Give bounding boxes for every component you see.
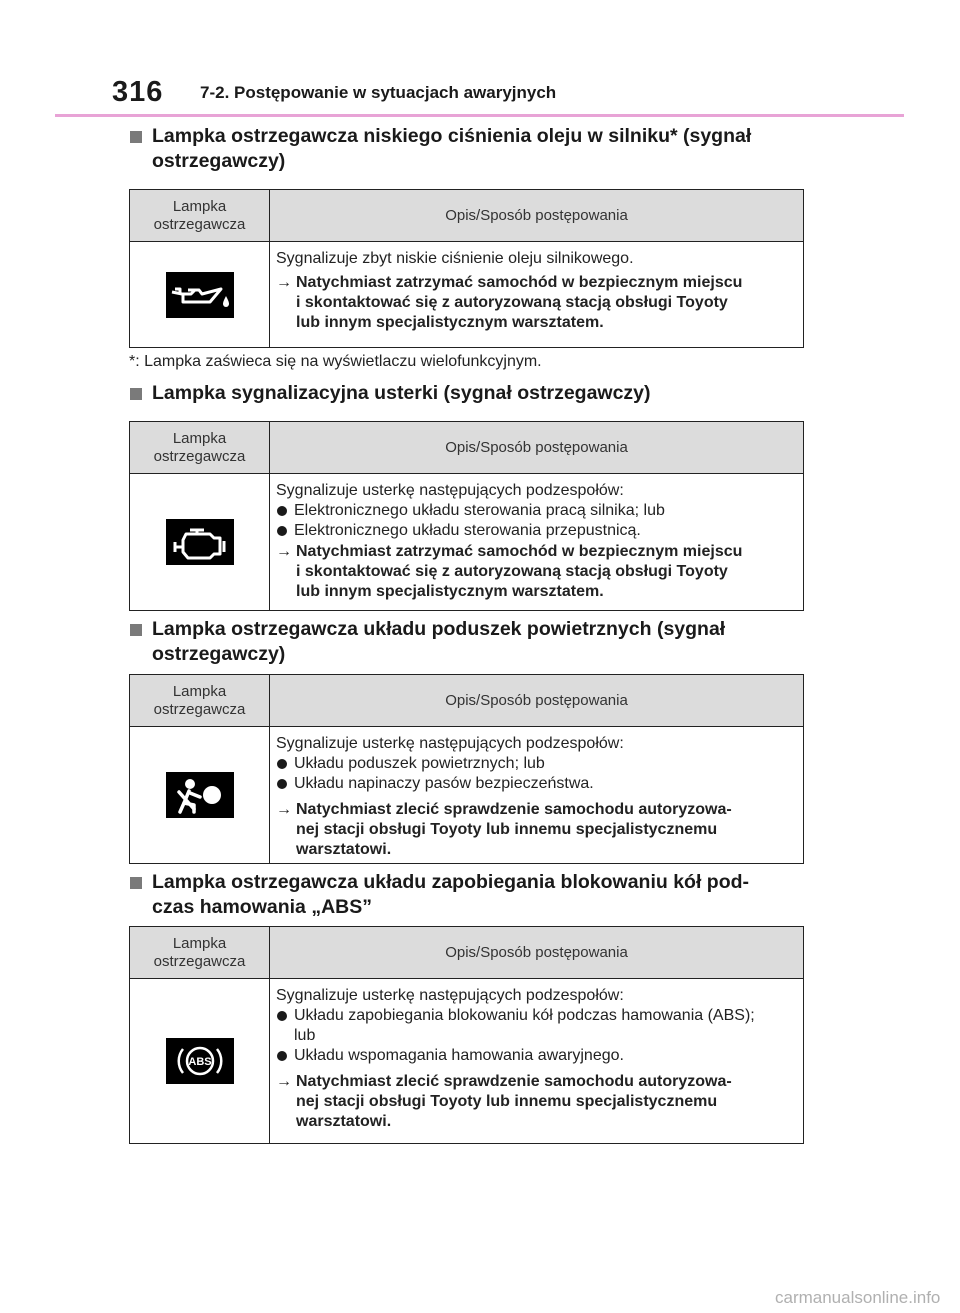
action-instruction: → Natychmiast zatrzymać samochód w bezpiecznym miejscu i skontaktować się z autoryzowaną stacją obsługi Toyoty lub innym specjalistycznym warsztatem.: [276, 274, 743, 331]
action-instruction: → Natychmiast zlecić sprawdzenie samochodu autoryzowa- nej stacji obsługi Toyoty lub innemu specjalistycznemu warsztatowi.: [276, 1073, 732, 1130]
oil-pressure-table: [129, 189, 804, 348]
table-row: [130, 979, 803, 1143]
column-header-description: Opis/Sposób postępowania: [445, 439, 628, 456]
abs-warning-icon: [166, 1038, 234, 1084]
list-item: Układu wspomagania hamowania awaryjnego.: [276, 1046, 797, 1066]
malfunction-table: [129, 421, 804, 611]
section-square-icon: [130, 877, 142, 889]
table-row: [130, 727, 803, 863]
header-rule: [55, 114, 904, 117]
footnote: *: Lampka zaświeca się na wyświetlaczu wielofunkcyjnym.: [129, 353, 542, 370]
watermark: carmanualsonline.info: [775, 1288, 941, 1307]
list-item: Elektronicznego układu sterowania pracą silnika; lub: [276, 501, 797, 521]
airbag-warning-icon: [166, 772, 234, 818]
list-item: Elektronicznego układu sterowania przepustnicą.: [276, 521, 797, 541]
list-item: Układu napinaczy pasów bezpieczeństwa.: [276, 774, 797, 794]
arrow-right-icon: →: [276, 1073, 292, 1090]
arrow-right-icon: →: [276, 274, 292, 291]
column-header-lamp: Lampka ostrzegawcza: [130, 190, 270, 241]
action-instruction: → Natychmiast zlecić sprawdzenie samochodu autoryzowa- nej stacji obsługi Toyoty lub innemu specjalistycznemu warsztatowi.: [276, 801, 732, 858]
section-square-icon: [130, 131, 142, 143]
table-header: [130, 927, 803, 979]
description-cell: Sygnalizuje zbyt niskie ciśnienie oleju silnikowego. → Natychmiast zatrzymać samochód w bezpiecznym miejscu i skontaktować się z autoryzowaną stacją obsługi Toyoty lub innym specjalistycznym warsztatem.: [270, 242, 803, 347]
description-cell: Sygnalizuje usterkę następujących podzespołów: Elektronicznego układu sterowania pracą silnika; lub Elektronicznego układu sterowania przepustnicą. → Natychmiast zatrzymać samochód w bezpiecznym miejscu i skontaktować się z autoryzowaną stacją obsługi Toyoty lub innym specjalistycznym warsztatem.: [270, 474, 803, 610]
description-cell: Sygnalizuje usterkę następujących podzespołów: Układu poduszek powietrznych; lub Układu napinaczy pasów bezpieczeństwa. → Natychmiast zlecić sprawdzenie samochodu autoryzowa- nej stacji obsługi Toyoty lub innemu specjalistycznemu warsztatowi.: [270, 727, 803, 863]
abs-table: [129, 926, 804, 1144]
page-number: 316: [112, 76, 164, 108]
list-item: Układu zapobiegania blokowaniu kół podczas hamowania (ABS); lub: [276, 1006, 797, 1046]
description-cell: Sygnalizuje usterkę następujących podzespołów: Układu zapobiegania blokowaniu kół podczas hamowania (ABS); lub Układu wspomagania hamowania awaryjnego. → Natychmiast zlecić sprawdzenie samochodu autoryzowa- nej stacji obsługi Toyoty lub innemu specjalistycznemu warsztatowi.: [270, 979, 803, 1143]
table-header: [130, 190, 803, 242]
section-title-airbag: Lampka ostrzegawcza układu poduszek powietrznych (sygnał ostrzegawczy): [130, 617, 842, 667]
oil-pressure-warning-icon: [166, 272, 234, 318]
section-title-oil-pressure: Lampka ostrzegawcza niskiego ciśnienia oleju w silniku* (sygnał ostrzegawczy): [130, 124, 842, 174]
arrow-right-icon: →: [276, 543, 292, 560]
table-row: [130, 242, 803, 347]
action-instruction: → Natychmiast zatrzymać samochód w bezpiecznym miejscu i skontaktować się z autoryzowaną stacją obsługi Toyoty lub innym specjalistycznym warsztatem.: [276, 543, 743, 600]
check-engine-icon: [166, 519, 234, 565]
column-header-lamp: Lampka ostrzegawcza: [130, 422, 270, 473]
airbag-table: [129, 674, 804, 864]
section-title-malfunction: Lampka sygnalizacyjna usterki (sygnał ostrzegawczy): [130, 381, 842, 406]
column-header-description: Opis/Sposób postępowania: [445, 207, 628, 224]
section-title-abs: Lampka ostrzegawcza układu zapobiegania blokowaniu kół pod- czas hamowania „ABS”: [130, 870, 842, 920]
column-header-lamp: Lampka ostrzegawcza: [130, 927, 270, 978]
table-header: [130, 675, 803, 727]
page-header: [104, 76, 904, 116]
column-header-description: Opis/Sposób postępowania: [445, 692, 628, 709]
section-square-icon: [130, 388, 142, 400]
chapter-title: 7-2. Postępowanie w sytuacjach awaryjnych: [200, 83, 557, 102]
list-item: Układu poduszek powietrznych; lub: [276, 754, 797, 774]
arrow-right-icon: →: [276, 801, 292, 818]
column-header-lamp: Lampka ostrzegawcza: [130, 675, 270, 726]
column-header-description: Opis/Sposób postępowania: [445, 944, 628, 961]
section-square-icon: [130, 624, 142, 636]
table-row: [130, 474, 803, 610]
svg-text:ABS: ABS: [187, 1056, 212, 1068]
table-header: [130, 422, 803, 474]
